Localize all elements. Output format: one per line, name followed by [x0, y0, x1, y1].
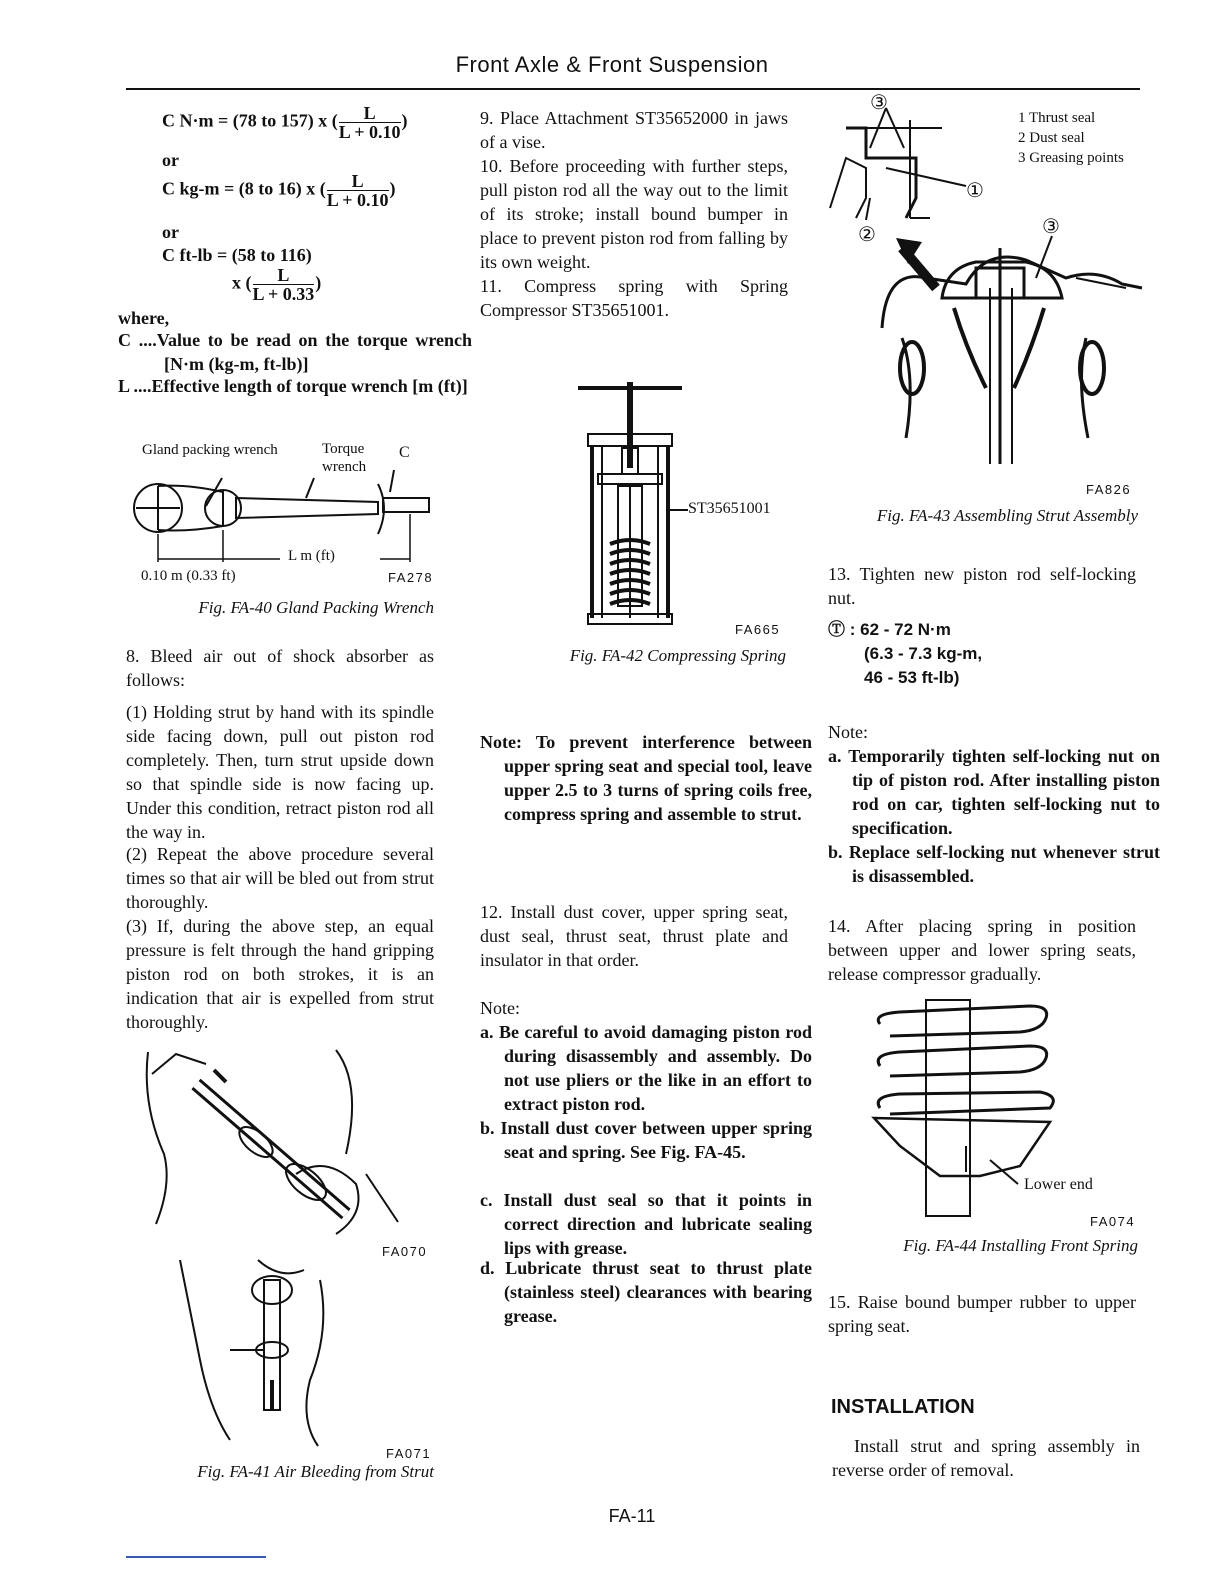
close-paren: ) [401, 110, 408, 131]
fig42-caption: Fig. FA-42 Compressing Spring [569, 646, 786, 665]
frac-num: L [253, 266, 315, 285]
legend-thrust-seal: 1 Thrust seal [1018, 110, 1096, 126]
formula-where: where, [118, 308, 170, 328]
note-2-item-c: c. Install dust seal so that it points in correct direction and lubricate sealing lips with grease. [480, 1190, 812, 1258]
formula-kgm [162, 172, 482, 209]
close-paren: ) [389, 178, 396, 199]
step-11: 11. Compress spring with Spring Compressor ST35651001. [480, 276, 788, 320]
step-15: 15. Raise bound bumper rubber to upper spring seat. [828, 1292, 1136, 1336]
fig41-caption: Fig. FA-41 Air Bleeding from Strut [197, 1462, 434, 1481]
torque-spec [828, 618, 982, 690]
frac-010-b [327, 172, 389, 209]
fig41-drawing-top [136, 1044, 426, 1244]
close-paren: ) [315, 272, 322, 293]
formula-ftlb: C ft-lb = (58 to 116) [162, 245, 312, 265]
note-3-item-b: b. Replace self-locking nut whenever strut is disassembled. [828, 842, 1160, 886]
fig40-label-torque: Torque wrench [322, 441, 367, 475]
step-12: 12. Install dust cover, upper spring seat, dust seal, thrust seat, thrust plate and insulator in that order. [480, 902, 788, 970]
step-9: 9. Place Attachment ST35652000 in jaws of a vise. [480, 108, 788, 152]
fig44-label-lower-end: Lower end [1024, 1176, 1093, 1193]
fig42-compressor-drawing [570, 378, 690, 636]
note-2-item-d: d. Lubricate thrust seat to thrust plate (stainless steel) clearances with bearing grease. [480, 1258, 812, 1326]
torque-value-kgm: (6.3 - 7.3 kg-m, [864, 644, 983, 663]
step-8-sub-1: (1) Holding strut by hand with its spindle side facing down, pull out piston rod completely. Then, turn strut upside down so that spindle side is now facing up. Under this condition, retract piston rod all the way in. [126, 702, 434, 842]
frac-010-a [339, 104, 401, 141]
note-2-item-b: b. Install dust cover between upper spring seat and spring. See Fig. FA-45. [480, 1118, 812, 1162]
fig44-caption: Fig. FA-44 Installing Front Spring [903, 1236, 1138, 1255]
formula-ftlb-frac [232, 266, 321, 303]
note-1: Note: To prevent interference between upper spring seat and special tool, leave upper 2.5 to 3 turns of spring coils free, compress spring and assemble to strut. [480, 732, 812, 824]
definition-l: L ....Effective length of torque wrench [m (ft)] [118, 376, 468, 396]
torque-value-ftlb: 46 - 53 ft-lb) [864, 668, 960, 687]
formula-nm [162, 104, 482, 141]
fig43-marker-1: ① [966, 180, 984, 202]
fig43-legend [1018, 108, 1128, 168]
frac-num: L [327, 172, 389, 191]
formula-or-1: or [162, 150, 179, 170]
fig40-label-gland: Gland packing wrench [142, 442, 278, 458]
fig44-code: FA074 [1090, 1214, 1136, 1229]
formula-x-prefix: x ( [232, 272, 252, 293]
fig41-code-1: FA070 [382, 1244, 428, 1259]
fig42-code: FA665 [735, 622, 781, 637]
page-number: FA-11 [608, 1506, 656, 1526]
note-3-item-a: a. Temporarily tighten self-locking nut on tip of piston rod. After installing piston rod on car, tighten self-locking nut to specification. [828, 746, 1160, 838]
step-13: 13. Tighten new piston rod self-locking nut. [828, 564, 1136, 608]
legend-dust-seal: 2 Dust seal [1018, 130, 1085, 146]
frac-033 [253, 266, 315, 303]
fig40-wrench-drawing [128, 464, 438, 568]
frac-den: L + 0.10 [338, 122, 401, 142]
fig43-caption: Fig. FA-43 Assembling Strut Assembly [876, 506, 1138, 525]
step-8-sub-2: (2) Repeat the above procedure several times so that air will be bled out from strut thoroughly. [126, 844, 434, 912]
formula-nm-prefix: C N·m = (78 to 157) x ( [162, 110, 338, 131]
fig42-tool-label: ST35651001 [688, 500, 771, 517]
frac-num: L [339, 104, 401, 123]
definition-c: C ....Value to be read on the torque wrench [N·m (kg-m, ft-lb)] [118, 330, 472, 374]
step-8-sub-3: (3) If, during the above step, an equal pressure is felt through the hand gripping piston rod on both strokes, it is an indication that air is expelled from strut thoroughly. [126, 916, 434, 1032]
page-header-title: Front Axle & Front Suspension [455, 52, 769, 77]
step-8: 8. Bleed air out of shock absorber as follows: [126, 646, 434, 690]
torque-value-nm: : 62 - 72 N·m [849, 620, 951, 639]
note-2-title: Note: [480, 998, 520, 1018]
fig40-label-c: C [399, 444, 410, 461]
torque-icon: Ⓣ [828, 620, 845, 639]
note-2-item-a: a. Be careful to avoid damaging piston rod during disassembly and assembly. Do not use pliers or the like in an effort to extract piston rod. [480, 1022, 812, 1114]
legend-greasing-points: 3 Greasing points [1018, 150, 1124, 166]
fig43-marker-3-top: ③ [870, 92, 888, 114]
fig41-drawing-bottom [170, 1250, 370, 1448]
fig43-marker-2: ② [858, 224, 876, 246]
installation-heading: INSTALLATION [831, 1396, 975, 1418]
fig40-label-010: 0.10 m (0.33 ft) [141, 568, 236, 584]
step-10: 10. Before proceeding with further steps, pull piston rod all the way out to the limit of its stroke; install bound bumper in place to prevent piston rod from falling by its own weight. [480, 156, 788, 272]
formula-or-2: or [162, 222, 179, 242]
fig41-code-2: FA071 [386, 1446, 432, 1461]
installation-text: Install strut and spring assembly in reverse order of removal. [832, 1436, 1140, 1480]
note-3-title: Note: [828, 722, 868, 742]
fig43-marker-3-bottom: ③ [1042, 216, 1060, 238]
fig40-label-lm: L m (ft) [288, 548, 335, 564]
torque-line-1 [828, 618, 982, 642]
step-14: 14. After placing spring in position between upper and lower spring seats, release compressor gradually. [828, 916, 1136, 984]
formula-kgm-prefix: C kg-m = (8 to 16) x ( [162, 178, 326, 199]
fig40-caption: Fig. FA-40 Gland Packing Wrench [198, 598, 434, 617]
fig40-code: FA278 [388, 570, 434, 585]
frac-den: L + 0.10 [326, 190, 389, 210]
fig43-code: FA826 [1086, 482, 1132, 497]
frac-den: L + 0.33 [252, 284, 315, 304]
footer-link-rule [126, 1556, 266, 1558]
